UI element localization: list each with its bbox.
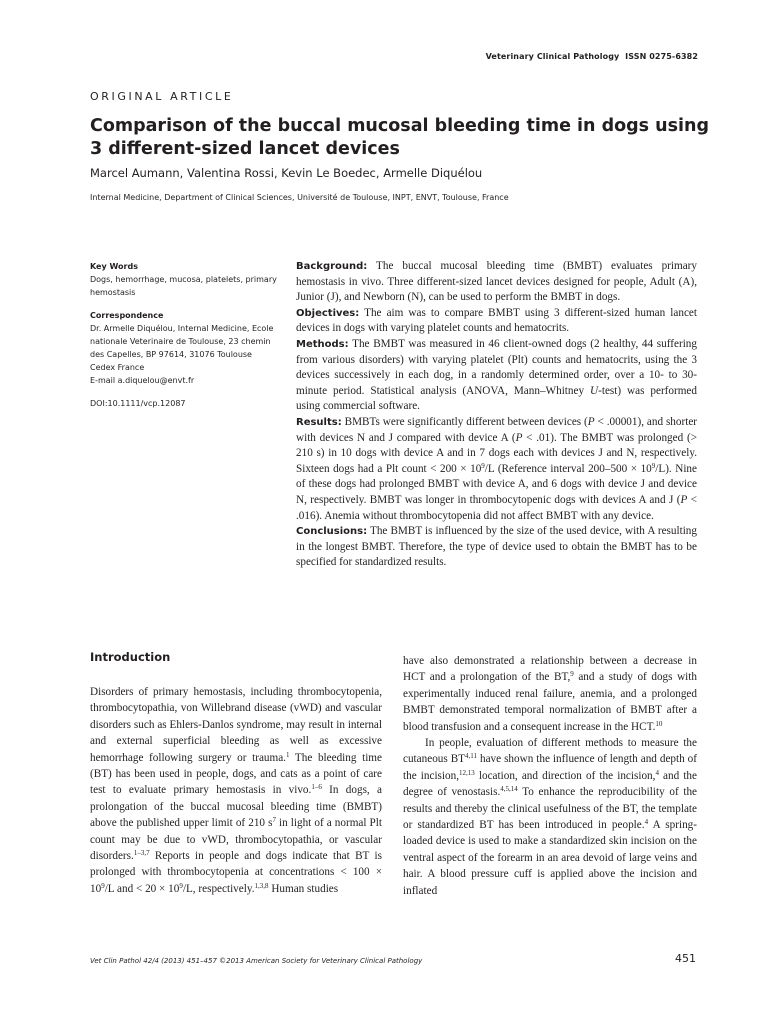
citation-ref: 4	[655, 768, 659, 777]
conclusions-label: Conclusions:	[296, 526, 368, 538]
correspondence-heading: Correspondence	[90, 311, 164, 320]
citation-ref: 1–3,7	[133, 849, 150, 858]
citation-ref: 1	[285, 750, 290, 759]
abstract-conclusions: Conclusions: The BMBT is influenced by the size of the used device, with A resulting in the longest BMBT. Therefore, the type of device used to obtain the BMBT has to be specified for standardized results.	[296, 525, 697, 569]
journal-name: Veterinary Clinical Pathology	[485, 52, 620, 61]
citation-ref: 9	[570, 670, 574, 679]
correspondence-line: des Capelles, BP 97614, 31076 Toulouse	[90, 350, 252, 359]
correspondence-email[interactable]: E-mail a.diquelou@envt.fr	[90, 376, 195, 385]
abstract-methods: Methods: The BMBT was measured in 46 client-owned dogs (2 healthy, 44 suffering from various disorders) with varying platelet (Plt) counts and hematocrits, using the 3 devices successively in each dog, in a randomly determined order, over a 10- to 30-minute period. Statistical analysis (ANOVA, Mann–Whitney U-test) was performed using commercial software.	[296, 337, 697, 413]
body-column-left	[90, 684, 382, 897]
abstract-results: Results: BMBTs were significantly different between devices (P < .00001), and shorter with devices N and J compared with device A (P < .01). The BMBT was prolonged (> 210 s) in 10 dogs with device A and in 7 dogs each with devices J and N, respectively. Sixteen dogs had a Plt count < $200 \times 10^9/L$ (Reference interval $200-500 \times 10^9/L$). Nine of these dogs had prolonged BMBT with device A, and 6 dogs with device J and device N, respectively. BMBT was longer in thrombocytopenic dogs with devices A and J (P < .016). Anemia without thrombocytopenia did not affect BMBT with any device.	[296, 415, 698, 522]
doi-link[interactable]: DOI:10.1111/vcp.12087	[90, 399, 186, 408]
citation-ref: 4,11	[465, 752, 478, 761]
citation-ref: 12,13	[459, 768, 475, 777]
footer-citation: Vet Clin Pathol 42/4 (2013) 451–457 ©2013 American Society for Veterinary Clinical Pathology	[90, 957, 423, 965]
paragraph: Disorders of primary hemostasis, including thrombocytopenia, thrombocytopathia, von Willebrand disease (vWD) and vascular disorders such as Ehlers-Danlos syndrome, may result in internal and external superficial bleeding as well as excessive hemorrhage following surgery or trauma.$^1$ The bleeding time (BT) has been used in people, dogs, and cats as a point of care test to evaluate primary hemostasis in vivo.$^{1-6}$ In dogs, a prolongation of the buccal mucosal bleeding time (BMBT) above the published upper limit of 210 $s^7$ in light of a normal Plt count may be due to vWD, thrombocytopathia, or vascular disorders.$^{1-3,7}$ Reports in people and dogs indicate that BT is prolonged with thrombocytopenia at concentrations < $100 \times 10^9/L$ and < $20 \times 10^9/L$, respectively.$^{1,3,8}$ Human studies	[90, 686, 383, 895]
paragraph: In people, evaluation of different methods to measure the cutaneous BT$^{4,11}$ have shown the influence of length and depth of the incision,$^{12,13}$ location, and direction of the incision,$^4$ and the degree of venostasis.$^{4,5,14}$ To enhance the reproducibility of the results and thereby the clinical usefulness of the BT, the template or standardized BT has been introduced in people.$^4$ A spring-loaded device is used to make a standardized skin incision on the ventral aspect of the forearm in an area devoid of large veins and hair. A blood pressure cuff is applied above the incision and inflated	[403, 737, 698, 897]
citation-ref: 7	[272, 816, 276, 825]
author-list: Marcel Aumann, Valentina Rossi, Kevin Le Boedec, Armelle Diquélou	[90, 166, 483, 180]
journal-issn: ISSN 0275-6382	[625, 52, 698, 61]
paragraph: have also demonstrated a relationship between a decrease in HCT and a prolongation of the BT,$^9$ and a study of dogs with experimentally induced renal failure, anemia, and a prolonged BMBT demonstrated temporal normalization of BMBT after a blood transfusion and a consequent increase in the HCT.$^{10}$	[403, 655, 697, 733]
abstract-objectives: Objectives: The aim was to compare BMBT using 3 different-sized human lancet devices in dogs with varying platelet counts and hematocrits.	[296, 306, 697, 335]
section-label: ORIGINAL ARTICLE	[90, 90, 234, 103]
article-title: Comparison of the buccal mucosal bleeding time in dogs using 3 different-sized lancet devices	[90, 116, 710, 159]
results-label: Results:	[296, 416, 342, 428]
citation-ref: 1–6	[311, 783, 322, 792]
page-number: 451	[675, 952, 696, 965]
correspondence-line: Dr. Armelle Diquélou, Internal Medicine, Ecole	[90, 324, 274, 333]
abstract	[296, 259, 697, 571]
citation-ref: 4	[644, 818, 649, 827]
citation-ref: 10	[655, 719, 663, 728]
keywords: Dogs, hemorrhage, mucosa, platelets, primary hemostasis	[90, 275, 277, 297]
background-label: Background:	[296, 261, 368, 272]
section-heading-introduction: Introduction	[90, 650, 171, 664]
correspondence-line: nationale Veterinaire de Toulouse, 23 chemin	[90, 337, 271, 346]
keywords-heading: Key Words	[90, 262, 138, 271]
body-column-right	[403, 653, 697, 899]
methods-label: Methods:	[296, 338, 349, 350]
journal-header	[486, 52, 698, 61]
objectives-label: Objectives:	[296, 307, 360, 319]
abstract-background: Background: The buccal mucosal bleeding time (BMBT) evaluates primary hemostasis in vivo. Three different-sized lancet devices designed for people, Adult (A), Junior (J), and Newborn (N), can be used to perform the BMBT in dogs.	[296, 260, 697, 304]
citation-ref: 1,3,8	[254, 881, 269, 890]
correspondence-line: Cedex France	[90, 363, 145, 372]
citation-ref: 4,5,14	[500, 785, 518, 794]
article-sidebar	[90, 260, 280, 410]
affiliation: Internal Medicine, Department of Clinical Sciences, Université de Toulouse, INPT, ENVT, Toulouse, France	[90, 193, 509, 202]
